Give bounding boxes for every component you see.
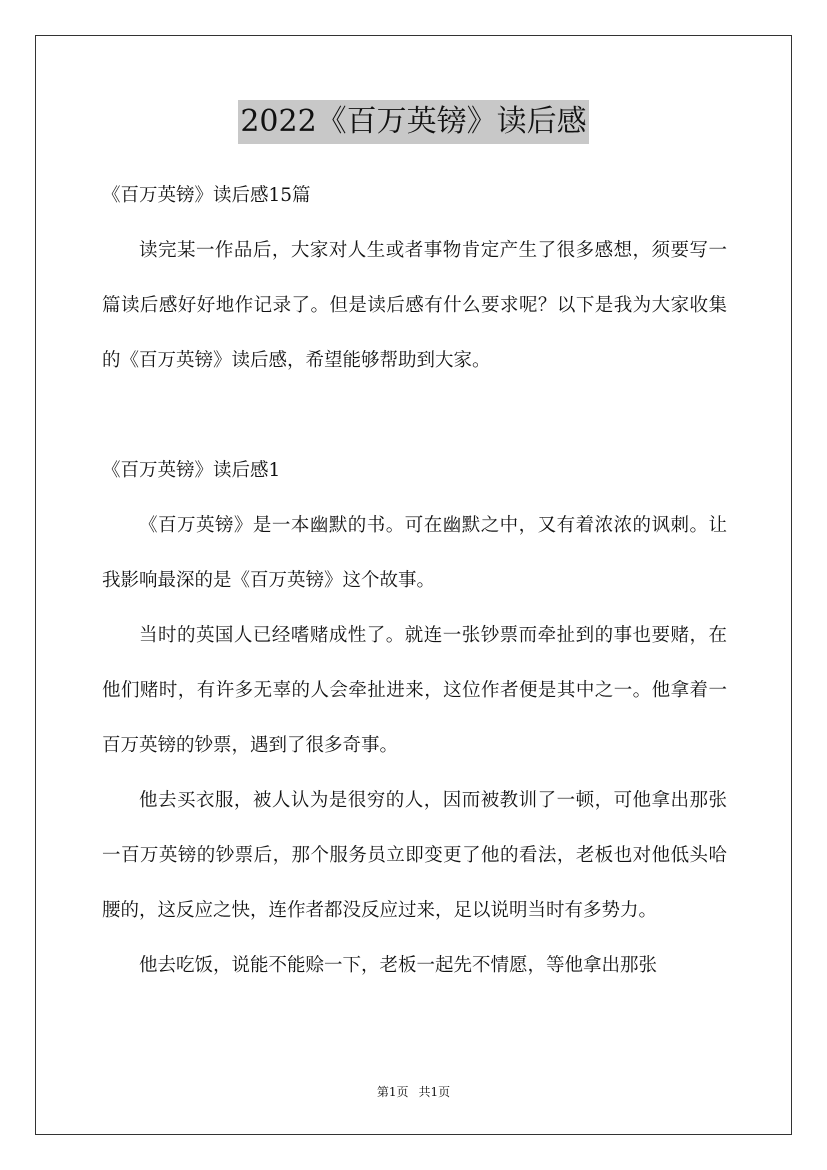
document-subtitle: 《百万英镑》读后感15篇 [102, 185, 311, 206]
body-paragraph: 《百万英镑》是一本幽默的书。可在幽默之中，又有着浓浓的讽刺。让我影响最深的是《百万英镑》这个故事。 [102, 515, 727, 591]
document-title: 2022《百万英镑》读后感 [238, 100, 588, 144]
paragraph-spacer [102, 388, 727, 443]
body-paragraph: 他去吃饭，说能不能赊一下，老板一起先不情愿，等他拿出那张 [139, 955, 658, 976]
page-footer [0, 1083, 827, 1101]
page-total: 共1页 [418, 1085, 451, 1099]
body-paragraph: 他去买衣服，被人认为是很穷的人，因而被教训了一顿，可他拿出那张一百万英镑的钞票后，那个服务员立即变更了他的看法，老板也对他低头哈腰的，这反应之快，连作者都没反应过来，足以说明当时有多势力。 [102, 790, 727, 921]
title-container [0, 100, 827, 144]
document-body [102, 168, 727, 993]
page-number: 第1页 [376, 1085, 409, 1099]
body-paragraph: 当时的英国人已经嗜赌成性了。就连一张钞票而牵扯到的事也要赌，在他们赌时，有许多无辜的人会牵扯进来，这位作者便是其中之一。他拿着一百万英镑的钞票，遇到了很多奇事。 [102, 625, 727, 756]
section-heading: 《百万英镑》读后感1 [102, 460, 281, 481]
intro-paragraph: 读完某一作品后，大家对人生或者事物肯定产生了很多感想，须要写一篇读后感好好地作记录了。但是读后感有什么要求呢？以下是我为大家收集的《百万英镑》读后感，希望能够帮助到大家。 [102, 240, 727, 371]
